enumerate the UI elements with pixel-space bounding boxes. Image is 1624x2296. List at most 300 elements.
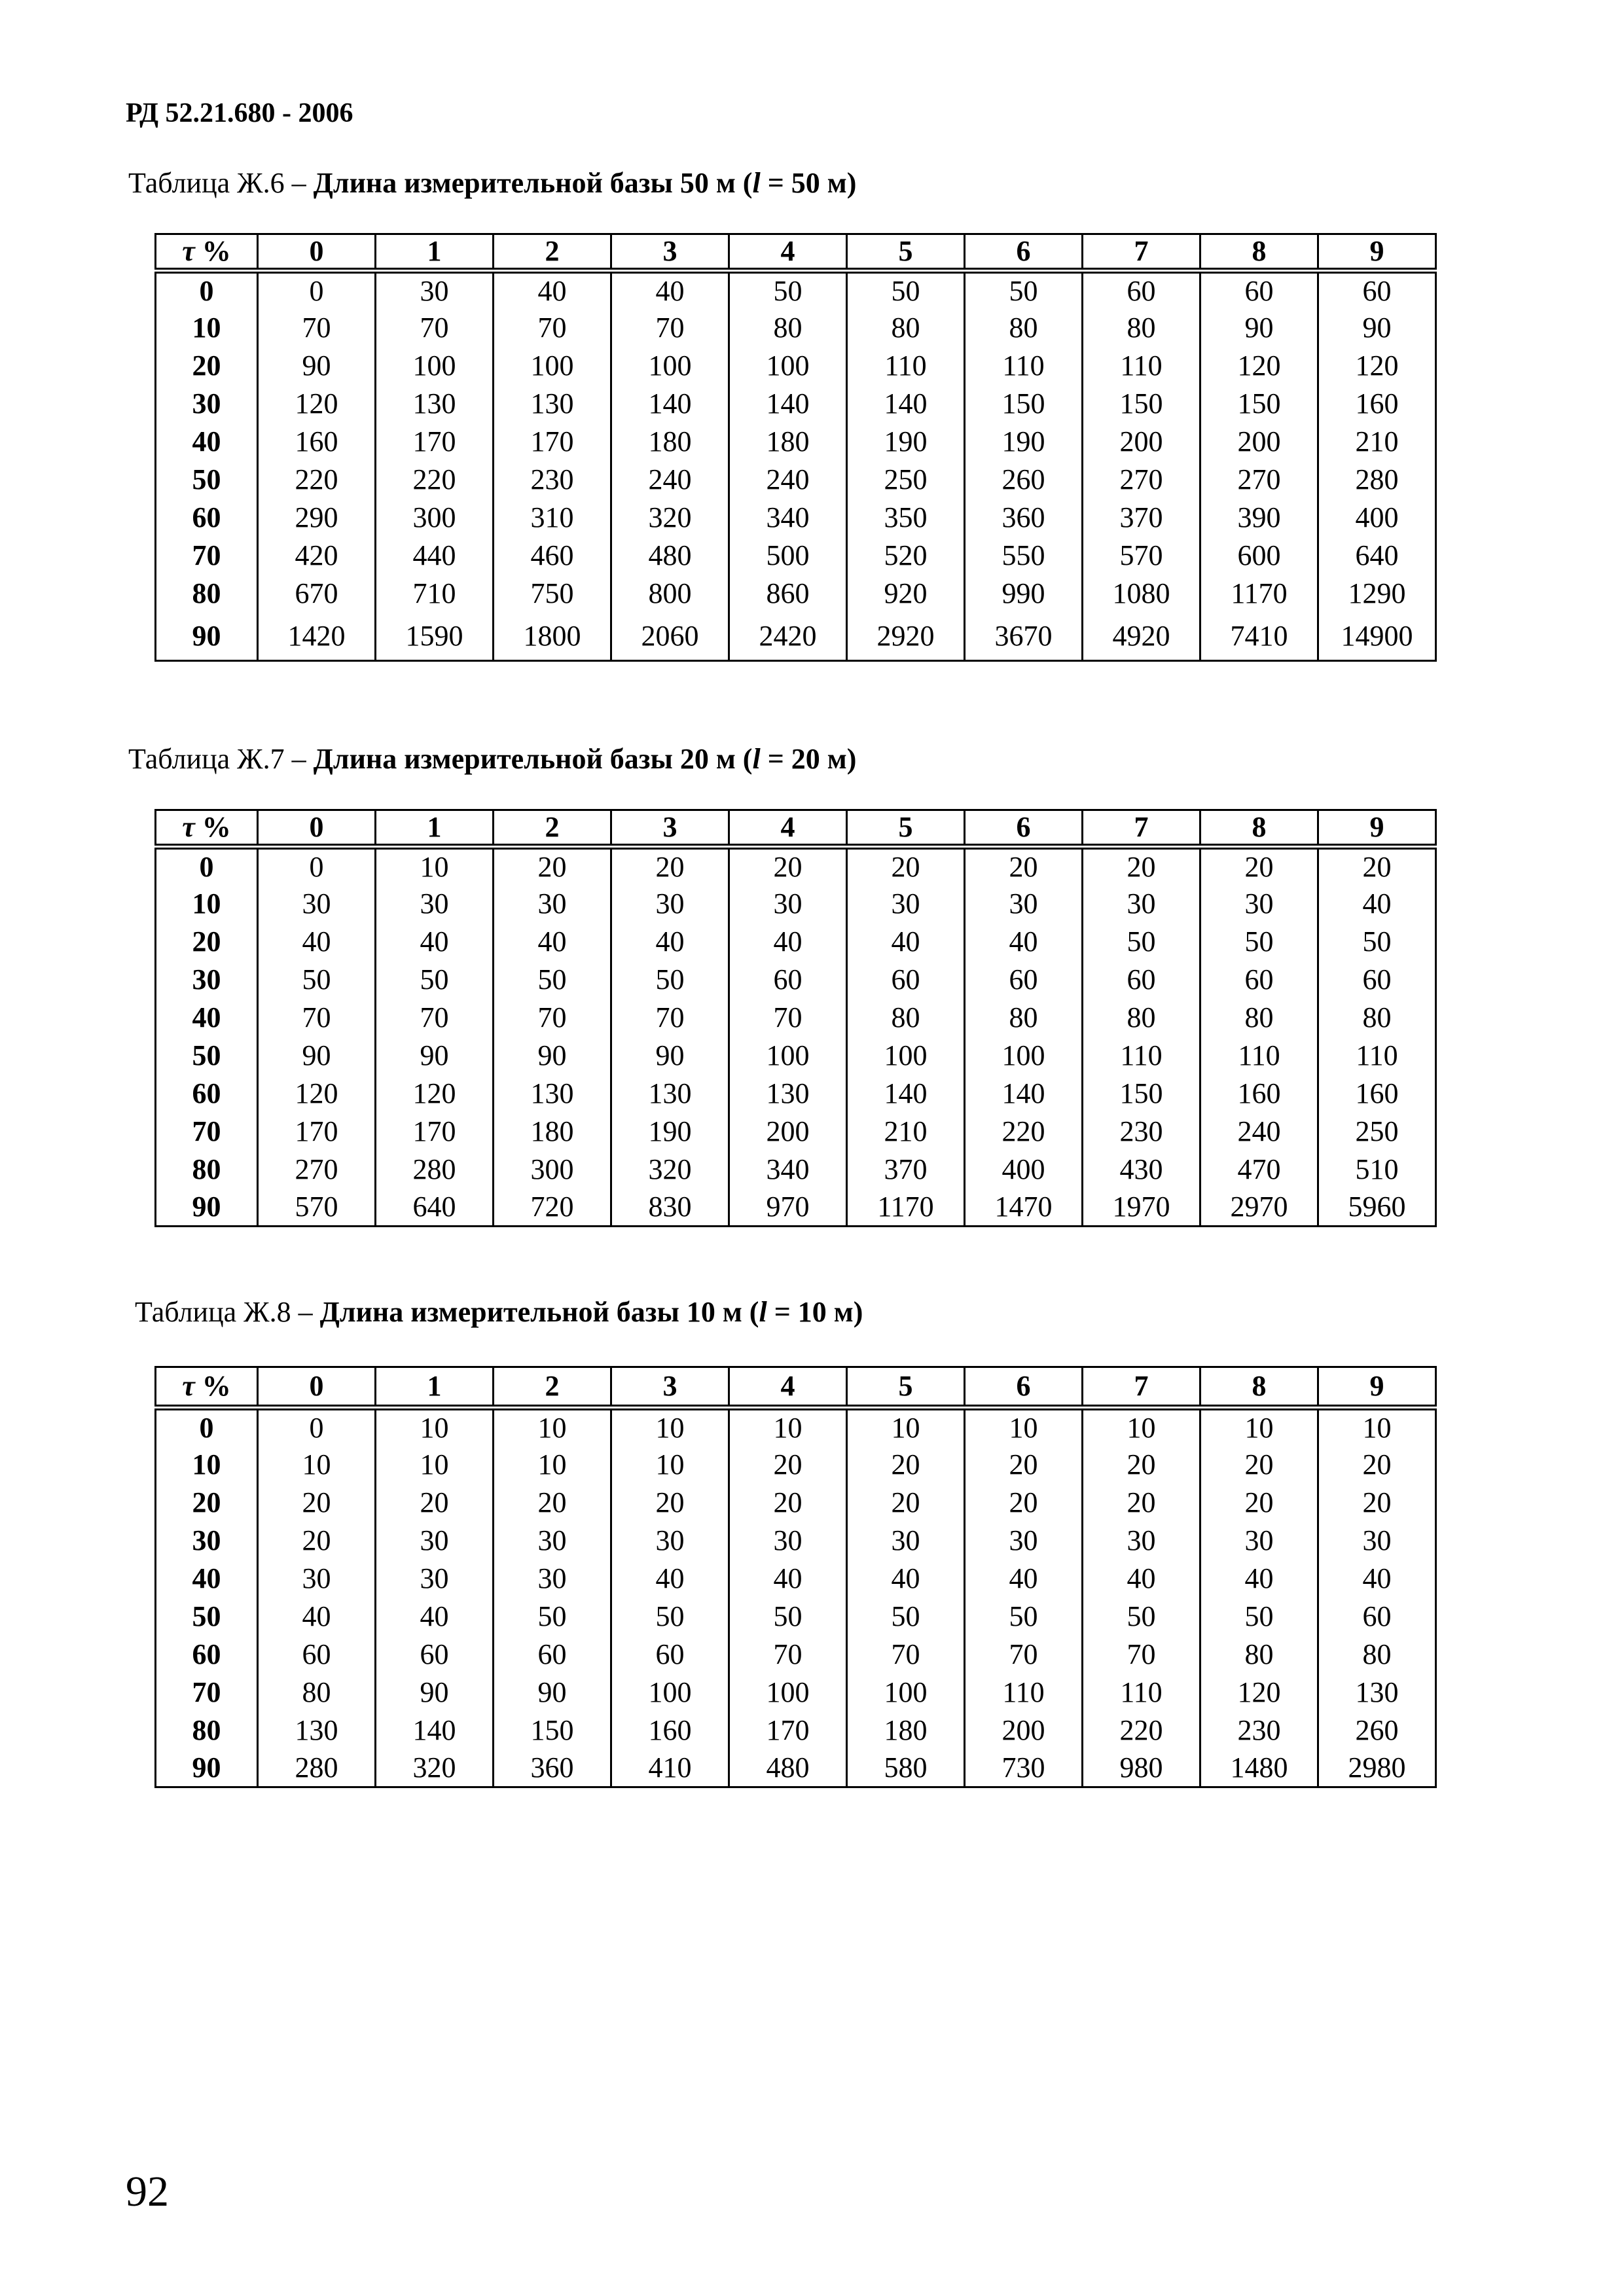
row-header: 90 — [156, 1749, 258, 1787]
header-row — [156, 234, 1436, 271]
caption-prefix: Таблица Ж.7 – — [128, 743, 314, 775]
column-header: 2 — [494, 234, 611, 271]
table-cell: 220 — [376, 461, 494, 499]
table-row — [156, 1560, 1436, 1598]
table-cell: 260 — [1318, 1712, 1436, 1749]
caption-variable: l — [759, 1296, 767, 1328]
table-cell: 50 — [965, 271, 1083, 309]
table-cell: 80 — [1083, 309, 1200, 347]
table-cell: 30 — [1318, 1522, 1436, 1560]
table-cell: 60 — [1083, 961, 1200, 999]
column-header: 7 — [1083, 1367, 1200, 1408]
table-cell: 10 — [376, 1408, 494, 1446]
column-header: 3 — [611, 234, 729, 271]
column-header: 6 — [965, 234, 1083, 271]
table-cell: 980 — [1083, 1749, 1200, 1787]
table-row — [156, 499, 1436, 537]
column-header: 3 — [611, 1367, 729, 1408]
table-cell: 100 — [847, 1037, 965, 1075]
table-cell: 20 — [729, 847, 847, 885]
table-cell: 2060 — [611, 613, 729, 661]
table-cell: 20 — [847, 847, 965, 885]
table-cell: 270 — [1200, 461, 1318, 499]
row-header: 80 — [156, 1151, 258, 1189]
table-cell: 580 — [847, 1749, 965, 1787]
table-cell: 20 — [1200, 847, 1318, 885]
table-cell: 30 — [965, 885, 1083, 923]
table-cell: 1480 — [1200, 1749, 1318, 1787]
table-cell: 120 — [376, 1075, 494, 1113]
table-cell: 140 — [376, 1712, 494, 1749]
table-cell: 280 — [258, 1749, 376, 1787]
table-cell: 140 — [729, 385, 847, 423]
table-cell: 360 — [965, 499, 1083, 537]
table-cell: 30 — [494, 1560, 611, 1598]
table-cell: 70 — [376, 309, 494, 347]
column-header: 5 — [847, 234, 965, 271]
table-cell: 4920 — [1083, 613, 1200, 661]
row-header: 30 — [156, 385, 258, 423]
column-header: 4 — [729, 1367, 847, 1408]
row-header: 60 — [156, 499, 258, 537]
table-cell: 30 — [1200, 1522, 1318, 1560]
table-cell: 500 — [729, 537, 847, 575]
table-cell: 80 — [965, 309, 1083, 347]
table-cell: 130 — [494, 385, 611, 423]
table-row — [156, 1075, 1436, 1113]
table-cell: 120 — [1200, 347, 1318, 385]
table-cell: 110 — [965, 347, 1083, 385]
column-header: 3 — [611, 810, 729, 847]
table-cell: 160 — [611, 1712, 729, 1749]
table-cell: 350 — [847, 499, 965, 537]
table-cell: 60 — [494, 1636, 611, 1674]
table-cell: 90 — [494, 1037, 611, 1075]
table-cell: 20 — [1318, 1446, 1436, 1484]
table-cell: 0 — [258, 1408, 376, 1446]
table-cell: 510 — [1318, 1151, 1436, 1189]
table-cell: 10 — [1200, 1408, 1318, 1446]
row-header: 70 — [156, 1674, 258, 1712]
table-cell: 40 — [1200, 1560, 1318, 1598]
table-cell: 400 — [1318, 499, 1436, 537]
table-cell: 570 — [258, 1189, 376, 1227]
table-zh6 — [154, 233, 1437, 662]
row-header: 80 — [156, 575, 258, 613]
table-cell: 80 — [1318, 1636, 1436, 1674]
table-cell: 600 — [1200, 537, 1318, 575]
table-cell: 230 — [494, 461, 611, 499]
row-header: 20 — [156, 923, 258, 961]
table-cell: 310 — [494, 499, 611, 537]
header-row — [156, 1367, 1436, 1408]
table-cell: 20 — [258, 1522, 376, 1560]
table-cell: 40 — [1318, 1560, 1436, 1598]
table-cell: 1470 — [965, 1189, 1083, 1227]
row-header: 30 — [156, 961, 258, 999]
table-cell: 340 — [729, 1151, 847, 1189]
row-header: 20 — [156, 347, 258, 385]
table-cell: 40 — [1083, 1560, 1200, 1598]
column-header: 1 — [376, 234, 494, 271]
table-cell: 10 — [729, 1408, 847, 1446]
table-cell: 170 — [376, 423, 494, 461]
table-cell: 920 — [847, 575, 965, 613]
table-cell: 50 — [494, 961, 611, 999]
table-cell: 130 — [611, 1075, 729, 1113]
table-cell: 40 — [729, 1560, 847, 1598]
table-cell: 130 — [494, 1075, 611, 1113]
row-header: 80 — [156, 1712, 258, 1749]
table-cell: 90 — [376, 1674, 494, 1712]
column-header: 0 — [258, 810, 376, 847]
table-cell: 100 — [494, 347, 611, 385]
table-cell: 60 — [258, 1636, 376, 1674]
table-cell: 150 — [1083, 385, 1200, 423]
table-row — [156, 961, 1436, 999]
table-cell: 260 — [965, 461, 1083, 499]
table-row — [156, 575, 1436, 613]
table-cell: 2970 — [1200, 1189, 1318, 1227]
table-cell: 400 — [965, 1151, 1083, 1189]
table-cell: 10 — [847, 1408, 965, 1446]
table-cell: 80 — [1200, 999, 1318, 1037]
table-row — [156, 885, 1436, 923]
table-cell: 110 — [1200, 1037, 1318, 1075]
table-cell: 320 — [376, 1749, 494, 1787]
table-cell: 40 — [611, 1560, 729, 1598]
table-cell: 100 — [611, 1674, 729, 1712]
table-cell: 70 — [847, 1636, 965, 1674]
table-cell: 100 — [729, 1674, 847, 1712]
row-header: 0 — [156, 1408, 258, 1446]
table-cell: 40 — [376, 1598, 494, 1636]
table-cell: 20 — [1083, 1446, 1200, 1484]
table-cell: 10 — [1318, 1408, 1436, 1446]
table-cell: 50 — [258, 961, 376, 999]
column-header: 2 — [494, 1367, 611, 1408]
table-cell: 50 — [1200, 1598, 1318, 1636]
row-header: 60 — [156, 1075, 258, 1113]
table-zh7 — [154, 809, 1437, 1227]
column-header: 8 — [1200, 810, 1318, 847]
table-cell: 70 — [494, 999, 611, 1037]
table-cell: 20 — [494, 1484, 611, 1522]
table-cell: 50 — [847, 1598, 965, 1636]
tau-symbol: τ — [182, 1370, 195, 1402]
table-cell: 320 — [611, 1151, 729, 1189]
table-cell: 550 — [965, 537, 1083, 575]
table-row — [156, 423, 1436, 461]
table-cell: 460 — [494, 537, 611, 575]
table-cell: 30 — [376, 271, 494, 309]
table-cell: 30 — [965, 1522, 1083, 1560]
page-number: 92 — [126, 2168, 169, 2215]
table-cell: 30 — [729, 885, 847, 923]
table-row — [156, 537, 1436, 575]
table-cell: 80 — [1083, 999, 1200, 1037]
caption-prefix: Таблица Ж.6 – — [128, 167, 314, 199]
table-cell: 40 — [494, 271, 611, 309]
table-cell: 3670 — [965, 613, 1083, 661]
column-header: 5 — [847, 810, 965, 847]
table-cell: 480 — [729, 1749, 847, 1787]
tau-symbol: τ — [182, 235, 195, 267]
caption-variable: l — [752, 167, 761, 199]
table-cell: 340 — [729, 499, 847, 537]
table-cell: 20 — [847, 1484, 965, 1522]
table-cell: 20 — [494, 847, 611, 885]
table-cell: 20 — [729, 1446, 847, 1484]
table-cell: 250 — [847, 461, 965, 499]
table-cell: 70 — [376, 999, 494, 1037]
table-row — [156, 1522, 1436, 1560]
table-cell: 710 — [376, 575, 494, 613]
table-cell: 60 — [376, 1636, 494, 1674]
table-cell: 150 — [494, 1712, 611, 1749]
column-header: 1 — [376, 810, 494, 847]
table-cell: 520 — [847, 537, 965, 575]
table-cell: 30 — [1083, 1522, 1200, 1560]
table-cell: 60 — [847, 961, 965, 999]
caption-suffix: = 50 м) — [760, 167, 857, 199]
table-cell: 1590 — [376, 613, 494, 661]
table-cell: 200 — [729, 1113, 847, 1151]
table-cell: 370 — [1083, 499, 1200, 537]
table-cell: 210 — [847, 1113, 965, 1151]
corner-header — [156, 810, 258, 847]
table-cell: 70 — [258, 309, 376, 347]
table-row — [156, 271, 1436, 309]
table-cell: 140 — [965, 1075, 1083, 1113]
table-cell: 210 — [1318, 423, 1436, 461]
table-row — [156, 1113, 1436, 1151]
column-header: 4 — [729, 810, 847, 847]
caption-suffix: = 20 м) — [760, 743, 857, 775]
row-header: 40 — [156, 423, 258, 461]
table-cell: 50 — [847, 271, 965, 309]
table-cell: 290 — [258, 499, 376, 537]
table-cell: 40 — [376, 923, 494, 961]
document-code: РД 52.21.680 - 2006 — [126, 98, 353, 128]
table-cell: 430 — [1083, 1151, 1200, 1189]
table-cell: 80 — [965, 999, 1083, 1037]
table-cell: 160 — [258, 423, 376, 461]
table-cell: 60 — [1318, 961, 1436, 999]
table-cell: 20 — [965, 1484, 1083, 1522]
table-cell: 90 — [494, 1674, 611, 1712]
table-cell: 170 — [376, 1113, 494, 1151]
column-header: 5 — [847, 1367, 965, 1408]
table-row — [156, 999, 1436, 1037]
table-cell: 5960 — [1318, 1189, 1436, 1227]
table-cell: 130 — [729, 1075, 847, 1113]
table-cell: 2420 — [729, 613, 847, 661]
row-header: 90 — [156, 1189, 258, 1227]
table-cell: 570 — [1083, 537, 1200, 575]
percent-symbol: % — [202, 235, 231, 267]
table-caption-zh6 — [128, 169, 856, 198]
table-cell: 30 — [376, 1522, 494, 1560]
table-cell: 1170 — [1200, 575, 1318, 613]
table-cell: 990 — [965, 575, 1083, 613]
table-caption-zh7 — [128, 745, 856, 774]
table-cell: 480 — [611, 537, 729, 575]
row-header: 70 — [156, 537, 258, 575]
table-cell: 110 — [965, 1674, 1083, 1712]
table-cell: 150 — [1200, 385, 1318, 423]
table-cell: 130 — [1318, 1674, 1436, 1712]
table-cell: 150 — [965, 385, 1083, 423]
table-cell: 20 — [1318, 847, 1436, 885]
table-row — [156, 1749, 1436, 1787]
table-cell: 50 — [494, 1598, 611, 1636]
table-cell: 300 — [494, 1151, 611, 1189]
table-cell: 100 — [847, 1674, 965, 1712]
table-cell: 10 — [1083, 1408, 1200, 1446]
table-cell: 50 — [729, 1598, 847, 1636]
table-cell: 30 — [611, 885, 729, 923]
table-cell: 20 — [1083, 1484, 1200, 1522]
table-zh8 — [154, 1366, 1437, 1788]
row-header: 90 — [156, 613, 258, 661]
table-cell: 80 — [847, 999, 965, 1037]
table-cell: 670 — [258, 575, 376, 613]
row-header: 0 — [156, 847, 258, 885]
table-cell: 60 — [1318, 271, 1436, 309]
table-row — [156, 923, 1436, 961]
table-cell: 10 — [965, 1408, 1083, 1446]
table-cell: 100 — [376, 347, 494, 385]
table-cell: 100 — [729, 1037, 847, 1075]
table-cell: 120 — [1200, 1674, 1318, 1712]
table-cell: 0 — [258, 847, 376, 885]
table-cell: 440 — [376, 537, 494, 575]
table-cell: 120 — [258, 385, 376, 423]
caption-prefix: Таблица Ж.8 – — [135, 1296, 320, 1328]
row-header: 0 — [156, 271, 258, 309]
table-cell: 120 — [1318, 347, 1436, 385]
table-cell: 190 — [965, 423, 1083, 461]
table-cell: 20 — [965, 1446, 1083, 1484]
table-cell: 50 — [1318, 923, 1436, 961]
column-header: 0 — [258, 234, 376, 271]
table-cell: 110 — [1083, 1037, 1200, 1075]
table-row — [156, 1674, 1436, 1712]
table-row — [156, 1189, 1436, 1227]
table-cell: 30 — [1083, 885, 1200, 923]
row-header: 40 — [156, 1560, 258, 1598]
table-cell: 140 — [847, 1075, 965, 1113]
table-cell: 200 — [1083, 423, 1200, 461]
table-cell: 70 — [729, 1636, 847, 1674]
table-cell: 20 — [1200, 1446, 1318, 1484]
table-cell: 160 — [1318, 1075, 1436, 1113]
table-row — [156, 309, 1436, 347]
table-cell: 170 — [494, 423, 611, 461]
table-cell: 220 — [258, 461, 376, 499]
table-cell: 170 — [258, 1113, 376, 1151]
table-cell: 50 — [729, 271, 847, 309]
column-header: 7 — [1083, 234, 1200, 271]
tau-symbol: τ — [182, 811, 195, 843]
corner-header — [156, 1367, 258, 1408]
table-cell: 280 — [376, 1151, 494, 1189]
table-caption-zh8 — [135, 1298, 863, 1327]
table-cell: 390 — [1200, 499, 1318, 537]
row-header: 30 — [156, 1522, 258, 1560]
table-cell: 60 — [1200, 961, 1318, 999]
table-cell: 40 — [494, 923, 611, 961]
table-cell: 30 — [847, 885, 965, 923]
row-header: 10 — [156, 309, 258, 347]
table-cell: 20 — [258, 1484, 376, 1522]
table-cell: 30 — [376, 1560, 494, 1598]
table-cell: 720 — [494, 1189, 611, 1227]
table-cell: 160 — [1200, 1075, 1318, 1113]
column-header: 7 — [1083, 810, 1200, 847]
table-cell: 20 — [611, 1484, 729, 1522]
table-cell: 10 — [611, 1446, 729, 1484]
table-cell: 360 — [494, 1749, 611, 1787]
table-cell: 50 — [1083, 923, 1200, 961]
table-cell: 60 — [611, 1636, 729, 1674]
row-header: 50 — [156, 461, 258, 499]
table-cell: 320 — [611, 499, 729, 537]
table-cell: 420 — [258, 537, 376, 575]
table-cell: 110 — [1083, 347, 1200, 385]
table-cell: 640 — [376, 1189, 494, 1227]
table-cell: 1170 — [847, 1189, 965, 1227]
column-header: 9 — [1318, 810, 1436, 847]
table-cell: 730 — [965, 1749, 1083, 1787]
table-cell: 200 — [1200, 423, 1318, 461]
table-cell: 30 — [258, 1560, 376, 1598]
table-row — [156, 1446, 1436, 1484]
table-cell: 40 — [258, 1598, 376, 1636]
table-cell: 1970 — [1083, 1189, 1200, 1227]
table-cell: 40 — [965, 1560, 1083, 1598]
table-cell: 110 — [847, 347, 965, 385]
table-cell: 110 — [1318, 1037, 1436, 1075]
table-cell: 20 — [1083, 847, 1200, 885]
table-cell: 90 — [1318, 309, 1436, 347]
table-cell: 30 — [376, 885, 494, 923]
row-header: 50 — [156, 1598, 258, 1636]
table-cell: 180 — [729, 423, 847, 461]
column-header: 8 — [1200, 1367, 1318, 1408]
table-cell: 40 — [729, 923, 847, 961]
table-cell: 20 — [965, 847, 1083, 885]
table-cell: 190 — [611, 1113, 729, 1151]
table-cell: 220 — [1083, 1712, 1200, 1749]
table-cell: 10 — [494, 1408, 611, 1446]
percent-symbol: % — [202, 1370, 231, 1402]
table-cell: 60 — [1200, 271, 1318, 309]
table-cell: 70 — [258, 999, 376, 1037]
table-cell: 80 — [258, 1674, 376, 1712]
row-header: 10 — [156, 1446, 258, 1484]
caption-title: Длина измерительной базы 20 м ( — [313, 743, 753, 775]
table-cell: 190 — [847, 423, 965, 461]
table-cell: 40 — [1318, 885, 1436, 923]
table-cell: 0 — [258, 271, 376, 309]
table-cell: 70 — [611, 309, 729, 347]
table-cell: 370 — [847, 1151, 965, 1189]
row-header: 70 — [156, 1113, 258, 1151]
table-cell: 410 — [611, 1749, 729, 1787]
table-cell: 70 — [729, 999, 847, 1037]
